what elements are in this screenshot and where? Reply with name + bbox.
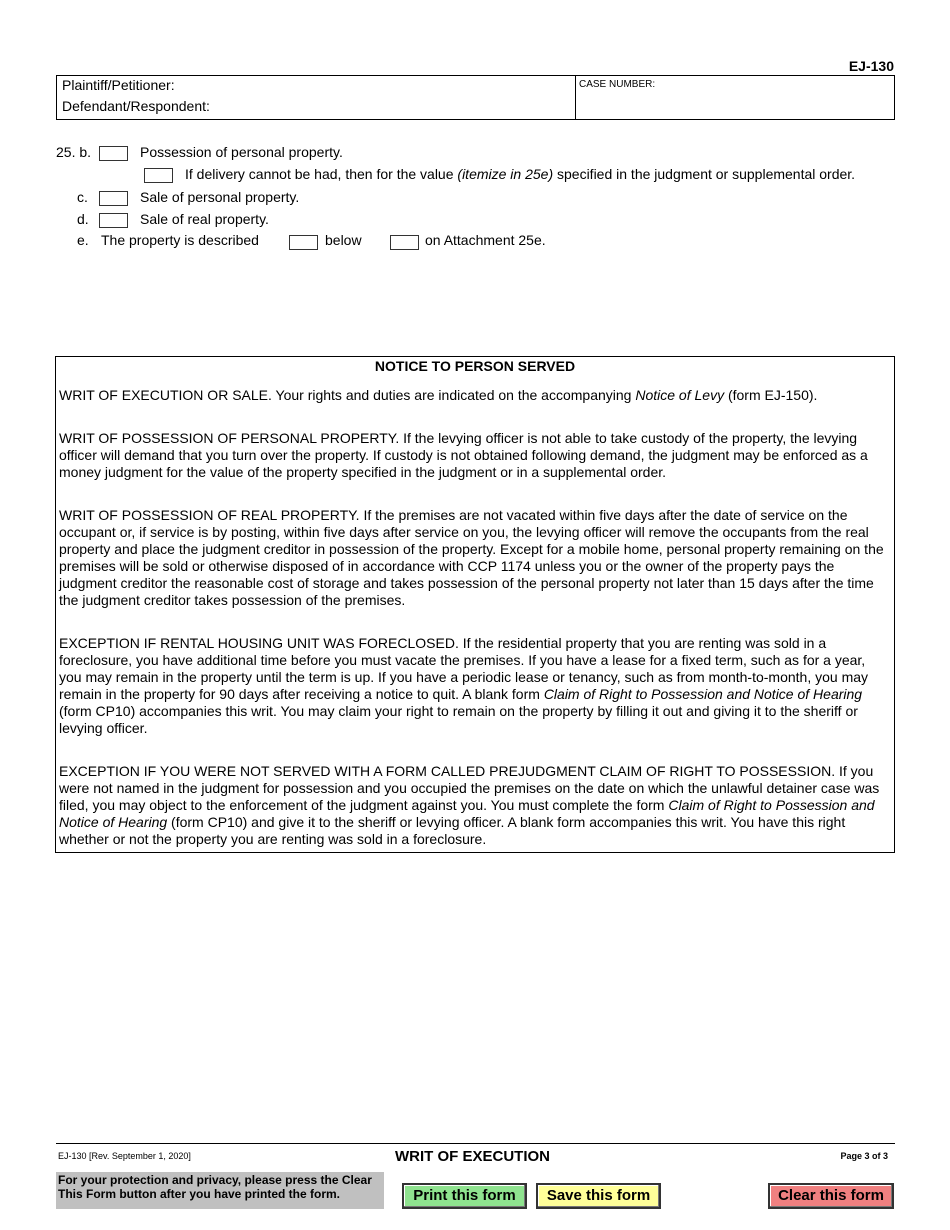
- item-25c-letter: c.: [77, 189, 88, 205]
- item-25b-sub-italic: (itemize in 25e): [457, 166, 554, 182]
- item-25c-label: Sale of personal property.: [140, 189, 300, 205]
- checkbox-25c[interactable]: [99, 191, 128, 206]
- print-button[interactable]: Print this form: [402, 1183, 527, 1209]
- checkbox-25e-attachment[interactable]: [390, 235, 419, 250]
- footer-divider: [56, 1143, 895, 1144]
- clear-button[interactable]: Clear this form: [768, 1183, 894, 1209]
- defendant-label: Defendant/Respondent:: [62, 98, 210, 114]
- case-number-label: CASE NUMBER:: [579, 79, 656, 90]
- item-25d-letter: d.: [77, 211, 89, 227]
- item-25b-sub-pre: If delivery cannot be had, then for the value: [185, 166, 458, 182]
- privacy-note: For your protection and privacy, please press the Clear This Form button after you have printed the form.: [56, 1172, 384, 1209]
- item-25b-sub: [185, 166, 855, 182]
- item-25e-letter: e.: [77, 232, 89, 248]
- notice-paragraph-personal-property: WRIT OF POSSESSION OF PERSONAL PROPERTY. If the levying officer is not able to take custody of the property, the levying officer will demand that you turn over the property. If custody is not obtained following demand, the judgment may be enforced as a money judgment for the value of the property specified in the judgment or in a supplemental order.: [59, 430, 868, 480]
- notice-paragraph-execution: [59, 387, 891, 404]
- p4-pre: EXCEPTION IF RENTAL HOUSING UNIT WAS FORECLOSED. If the residential property that you are renting was sold in a foreclosure, you have additional time before you must vacate the premises. If you have a lease for a fixed term, such as for a year, you may remain in the property until the term is up. If you have a periodic lease or tenancy, such as from month-to-month, you may remain in the property for 90 days after receiving a notice to quit. A blank form: [59, 635, 869, 702]
- p5-post: (form CP10) and give it to the sheriff or levying officer. A blank form accompanies this writ. You have this right whether or not the property you are renting was sold in a foreclosure.: [59, 814, 846, 847]
- item-25e-below-label: below: [325, 232, 362, 248]
- p4-post: (form CP10) accompanies this writ. You may claim your right to remain on the property by filling it out and giving it to the sheriff or levying officer.: [59, 703, 858, 736]
- item-25b-sub-post: specified in the judgment or supplemental order.: [553, 166, 856, 182]
- notice-paragraph-foreclosed: [59, 635, 891, 737]
- checkbox-25b[interactable]: [99, 146, 128, 161]
- notice-title: NOTICE TO PERSON SERVED: [374, 358, 576, 374]
- p1-pre: WRIT OF EXECUTION OR SALE. Your rights and duties are indicated on the accompanying: [59, 387, 636, 403]
- checkbox-25d[interactable]: [99, 213, 128, 228]
- party-names-cell: [57, 76, 576, 119]
- p1-italic: Notice of Levy: [635, 387, 725, 403]
- notice-paragraph-real-property: WRIT OF POSSESSION OF REAL PROPERTY. If the premises are not vacated within five days after the date of service on the occupant or, if service is by posting, within five days after service on you, the levying officer will remove the occupants from the real property and place the judgment creditor in possession of the property. Except for a mobile home, personal property remaining on the premises will be sold or otherwise disposed of in accordance with CCP 1174 unless you or the owner of the property pays the judgment creditor the reasonable cost of storage and takes possession of the personal property not later than 15 days after the time the judgment creditor takes possession of the premises.: [59, 507, 884, 608]
- caption-box: [56, 75, 895, 120]
- p5-pre: EXCEPTION IF YOU WERE NOT SERVED WITH A FORM CALLED PREJUDGMENT CLAIM OF RIGHT TO POSSESSION. If you were not named in the judgment for possession and you occupied the premises on the date on which the unlawful detainer case was filed, you may object to the enforcement of the judgment against you. You must complete the form: [59, 763, 880, 813]
- page-number: Page 3 of 3: [840, 1151, 888, 1161]
- notice-paragraph-not-served: [59, 763, 891, 848]
- footer-title: WRIT OF EXECUTION: [395, 1148, 550, 1165]
- item-25e-label: The property is described: [101, 232, 259, 248]
- revision-date: EJ-130 [Rev. September 1, 2020]: [58, 1151, 191, 1161]
- plaintiff-label: Plaintiff/Petitioner:: [62, 77, 175, 93]
- item-25d-label: Sale of real property.: [140, 211, 269, 227]
- checkbox-25b-value[interactable]: [144, 168, 173, 183]
- save-button[interactable]: Save this form: [536, 1183, 661, 1209]
- p4-italic: Claim of Right to Possession and Notice of Hearing: [543, 686, 863, 702]
- item-25e-attachment-label: on Attachment 25e.: [425, 232, 546, 248]
- item-25b-label: Possession of personal property.: [140, 144, 343, 160]
- p1-post: (form EJ-150).: [724, 387, 818, 403]
- form-id: EJ-130: [848, 58, 894, 74]
- item-25b-number: 25. b.: [56, 144, 92, 160]
- notice-box: [55, 356, 895, 853]
- checkbox-25e-below[interactable]: [289, 235, 318, 250]
- p5-italic: Claim of Right to Possession and Notice of Hearing: [59, 797, 875, 830]
